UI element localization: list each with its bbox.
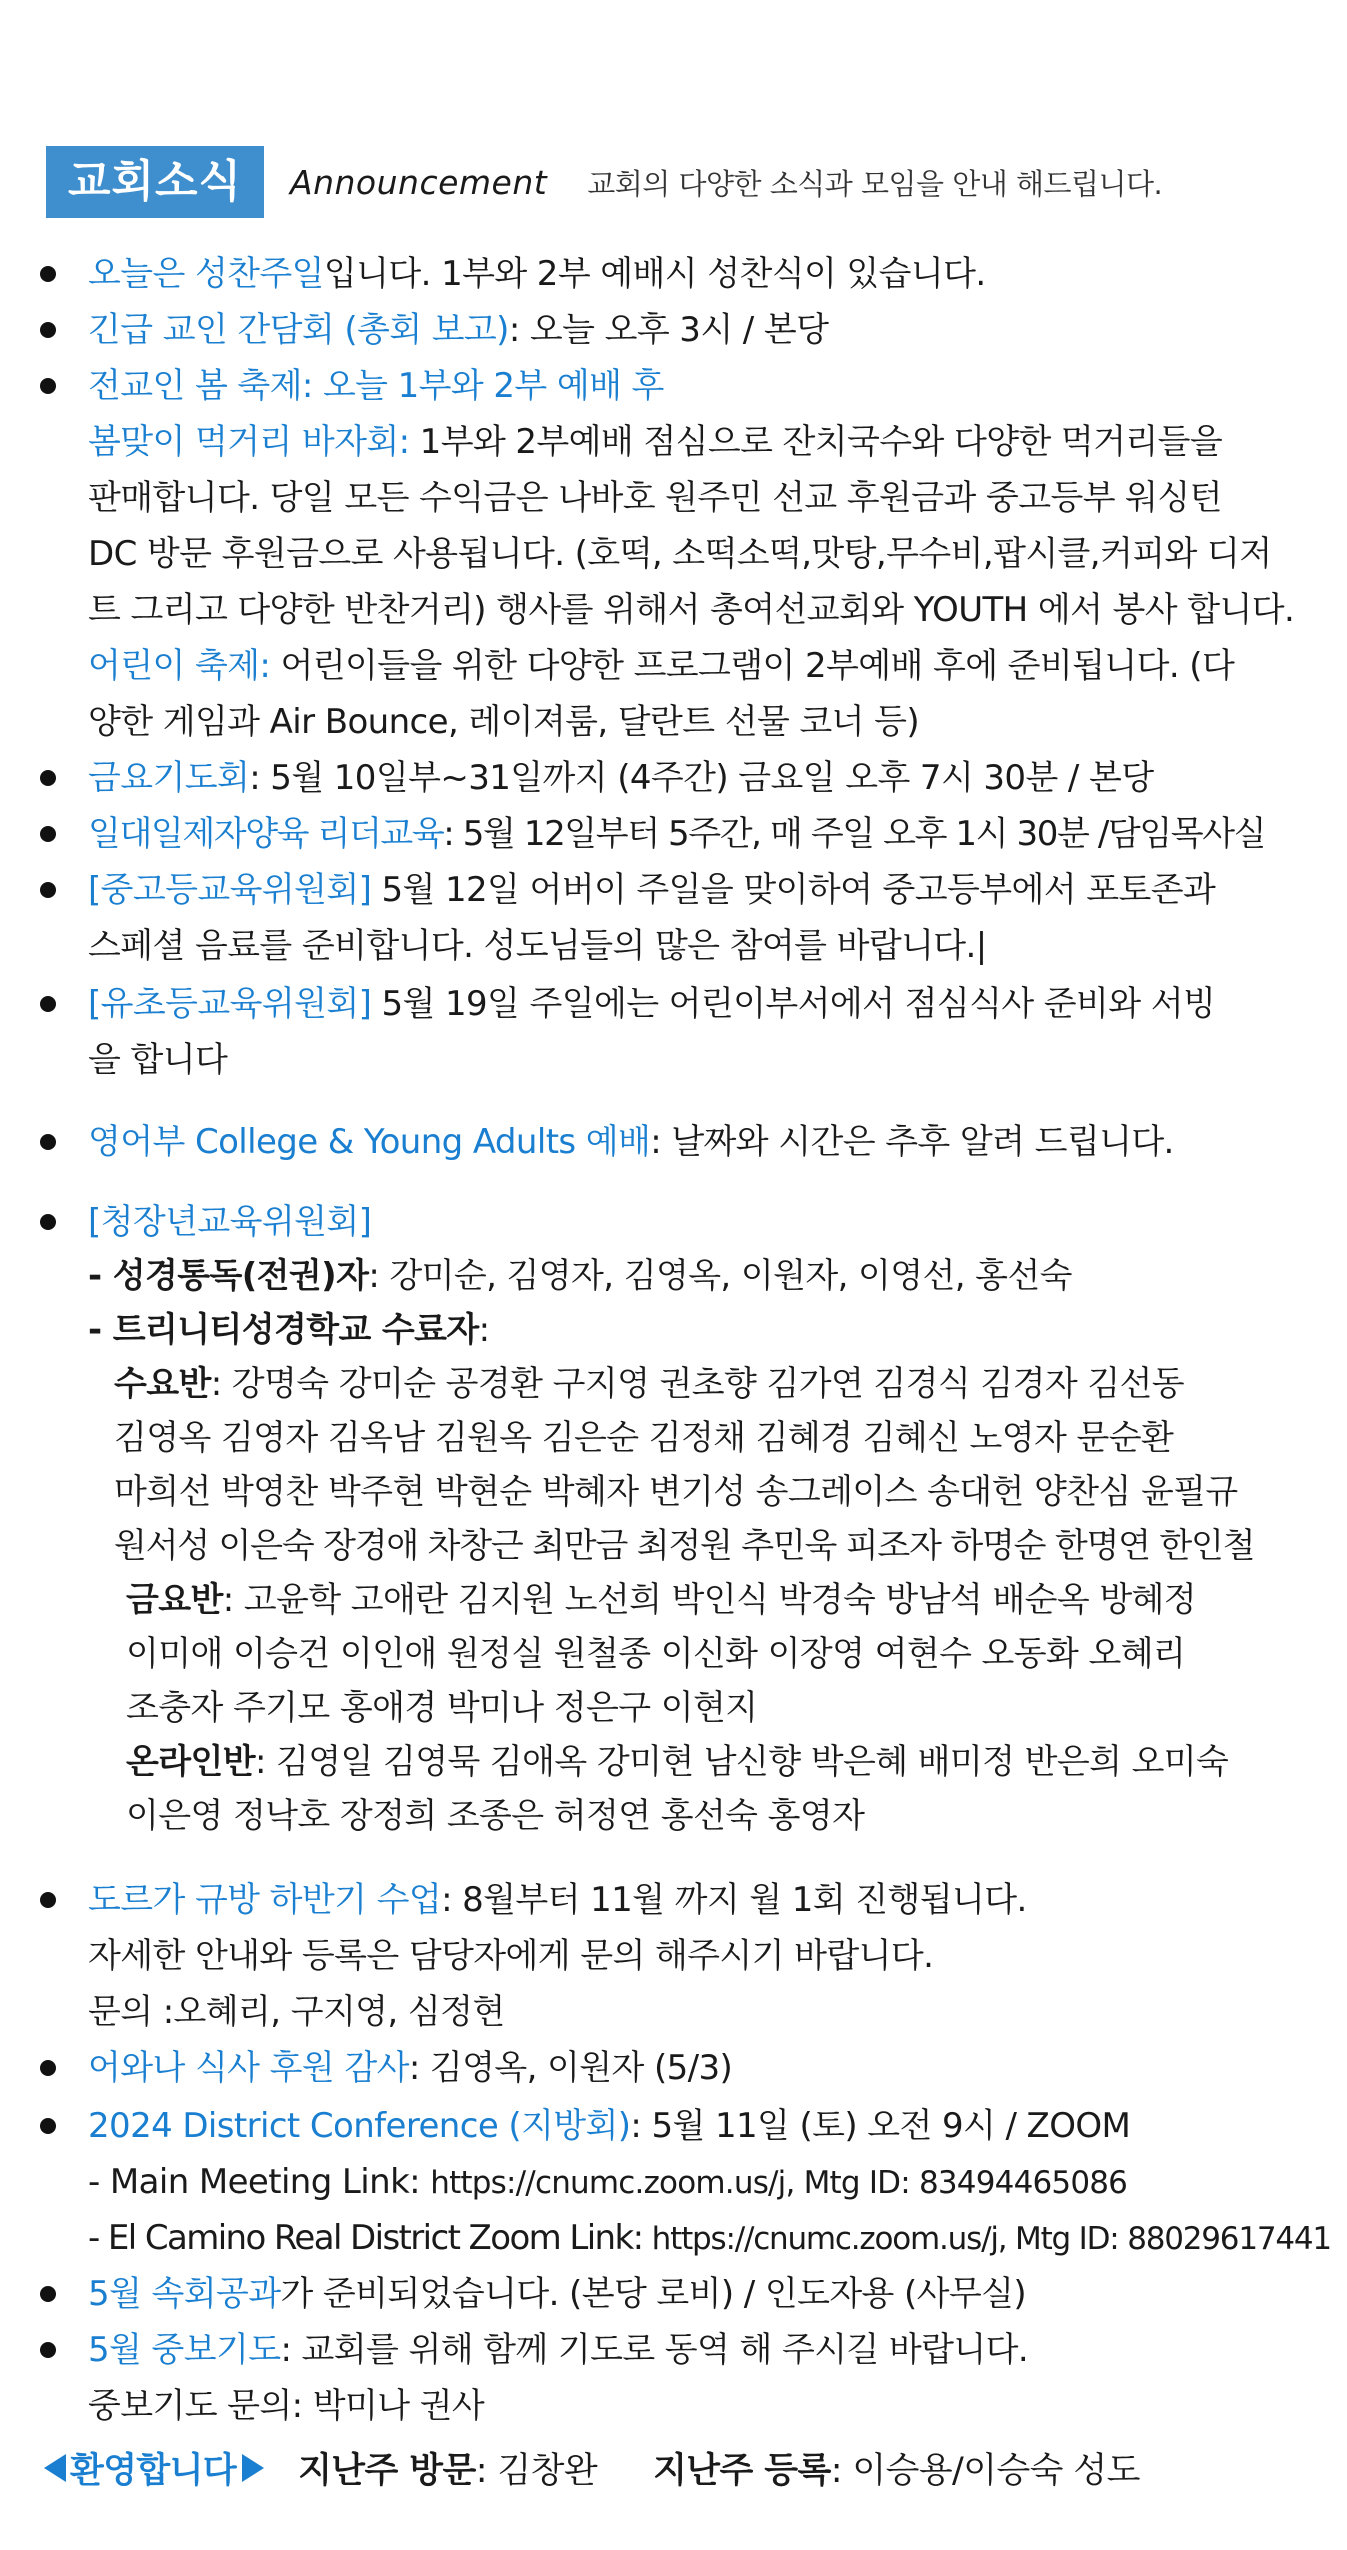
main-link-label: - Main Meeting Link:	[88, 2162, 431, 2202]
bullet-icon	[40, 1892, 56, 1908]
item-text: : 5월 11일 (토) 오전 9시 / ZOOM	[630, 2106, 1131, 2146]
item-text: 가 준비되었습니다. (본당 로비) / 인도자용 (사무실)	[280, 2274, 1027, 2314]
bullet-icon	[40, 770, 56, 786]
bullet-icon	[40, 322, 56, 338]
welcome-footer	[44, 2446, 1140, 2490]
wednesday-class-label: 수요반	[114, 1364, 211, 1404]
district-link-label: - El Camino Real District Zoom Link:	[88, 2218, 652, 2258]
item-text: : 김영옥, 이원자 (5/3)	[408, 2048, 733, 2088]
item-highlight: 어와나 식사 후원 감사	[88, 2048, 409, 2088]
bullet-icon	[40, 378, 56, 394]
bullet-icon	[40, 2118, 56, 2134]
item-text: : 오늘 오후 3시 / 본당	[508, 310, 829, 350]
item-highlight: 2024 District Conference (지방회)	[88, 2106, 631, 2146]
item-text: 마희선 박영찬 박주현 박현순 박혜자 변기성 송그레이스 송대헌 양찬심 윤필규	[114, 1472, 1238, 1512]
bullet-icon	[40, 1134, 56, 1150]
last-week-visit-value: : 김창완	[475, 2451, 598, 2491]
item-text: 원서성 이은숙 장경애 차창근 최만금 최정원 추민욱 피조자 하명순 한명연 한인철	[114, 1526, 1255, 1566]
item-highlight: 도르가 규방 하반기 수업	[88, 1880, 442, 1920]
section-english-title: Announcement	[290, 162, 548, 202]
bullet-icon	[40, 882, 56, 898]
section-subtitle: 교회의 다양한 소식과 모임을 안내 해드립니다.	[587, 166, 1163, 201]
item-text: 중보기도 문의: 박미나 권사	[88, 2386, 485, 2426]
last-week-register-value: : 이승용/이승숙 성도	[830, 2451, 1140, 2491]
welcome-label: 환영합니다	[70, 2451, 237, 2491]
item-text: 을 합니다	[88, 1040, 228, 1080]
bullet-icon	[40, 266, 56, 282]
item-text: : 고윤학 고애란 김지원 노선희 박인식 박경숙 방남석 배순옥 방혜정	[222, 1580, 1197, 1620]
item-highlight: 일대일제자양육 리더교육	[88, 814, 444, 854]
item-text: : 김영일 김영묵 김애옥 강미현 남신향 박은혜 배미정 반은희 오미숙	[254, 1742, 1229, 1782]
item-highlight: 금요기도회	[88, 758, 250, 798]
item-text: : 강미순, 김영자, 김영옥, 이원자, 이영선, 홍선숙	[368, 1256, 1072, 1296]
item-text: 트 그리고 다양한 반찬거리) 행사를 위해서 총여선교회와 YOUTH 에서 봉사 합니다.	[88, 590, 1295, 630]
item-highlight: 오늘은 성찬주일	[88, 254, 324, 294]
bullet-icon	[40, 996, 56, 1012]
item-text: 입니다. 1부와 2부 예배시 성찬식이 있습니다.	[323, 254, 986, 294]
item-text: 스페셜 음료를 준비합니다. 성도님들의 많은 참여를 바랍니다.|	[88, 926, 987, 966]
item-text: :	[478, 1310, 490, 1350]
online-class-label: 온라인반	[126, 1742, 255, 1782]
friday-class-label: 금요반	[126, 1580, 223, 1620]
triangle-right-icon	[242, 2454, 264, 2482]
last-week-register-label: 지난주 등록	[653, 2451, 831, 2491]
bazaar-highlight: 봄맞이 먹거리 바자회:	[88, 422, 410, 462]
item-text: 이미애 이승건 이인애 원정실 원철종 이신화 이장영 여현수 오동화 오혜리	[126, 1634, 1186, 1674]
item-text: 조충자 주기모 홍애경 박미나 정은구 이현지	[126, 1688, 758, 1728]
item-text: : 5월 12일부터 5주간, 매 주일 오후 1시 30분 /담임목사실	[443, 814, 1266, 854]
kids-highlight: 어린이 축제:	[88, 646, 271, 686]
item-highlight: 영어부 College & Young Adults 예배	[88, 1122, 651, 1162]
item-text: 어린이들을 위한 다양한 프로그램이 2부예배 후에 준비됩니다. (다	[270, 646, 1235, 686]
trinity-label: - 트리니티성경학교 수료자	[88, 1310, 479, 1350]
bullet-icon	[40, 2060, 56, 2076]
item-text: 1부와 2부예배 점심으로 잔치국수와 다양한 먹거리들을	[409, 422, 1223, 462]
item-text: 김영옥 김영자 김옥남 김원옥 김은순 김정채 김혜경 김혜신 노영자 문순환	[114, 1418, 1174, 1458]
last-week-visit-label: 지난주 방문	[298, 2451, 476, 2491]
main-meeting-link[interactable]: https://cnumc.zoom.us/j, Mtg ID: 83494465086	[430, 2165, 1128, 2201]
item-text: 양한 게임과 Air Bounce, 레이져룸, 달란트 선물 코너 등)	[88, 702, 920, 742]
bullet-icon	[40, 1214, 56, 1230]
item-highlight: 5월 중보기도	[88, 2330, 281, 2370]
item-highlight: 긴급 교인 간담회 (총회 보고)	[88, 310, 509, 350]
item-highlight: 5월 속회공과	[88, 2274, 281, 2314]
item-text: 판매합니다. 당일 모든 수익금은 나바호 원주민 선교 후원금과 중고등부 워싱턴	[88, 478, 1222, 518]
item-text: DC 방문 후원금으로 사용됩니다. (호떡, 소떡소떡,맛탕,무수비,팝시클,커피와 디저	[88, 534, 1272, 574]
bullet-icon	[40, 2286, 56, 2302]
item-text: 5월 12일 어버이 주일을 맞이하여 중고등부에서 포토존과	[371, 870, 1216, 910]
item-highlight: [청장년교육위원회]	[88, 1202, 372, 1242]
item-highlight: [중고등교육위원회]	[88, 870, 372, 910]
triangle-left-icon	[44, 2454, 66, 2482]
item-text: 자세한 안내와 등록은 담당자에게 문의 해주시기 바랍니다.	[88, 1936, 934, 1976]
bullet-icon	[40, 826, 56, 842]
section-header	[46, 146, 1162, 218]
item-text: 5월 19일 주일에는 어린이부서에서 점심식사 준비와 서빙	[371, 984, 1216, 1024]
item-text: : 교회를 위해 함께 기도로 동역 해 주시길 바랍니다.	[280, 2330, 1029, 2370]
item-text: : 강명숙 강미순 공경환 구지영 권초향 김가연 김경식 김경자 김선동	[210, 1364, 1185, 1404]
item-highlight: 전교인 봄 축제: 오늘 1부와 2부 예배 후	[88, 366, 664, 406]
district-zoom-link[interactable]: https://cnumc.zoom.us/j, Mtg ID: 88029617441	[651, 2221, 1331, 2257]
bible-reading-label: - 성경통독(전권)자	[88, 1256, 369, 1296]
item-text: : 날짜와 시간은 추후 알려 드립니다.	[650, 1122, 1174, 1162]
section-badge: 교회소식	[46, 146, 264, 218]
item-text: 문의 :오혜리, 구지영, 심정현	[88, 1992, 505, 2032]
item-text: 이은영 정낙호 장정희 조종은 허정연 홍선숙 홍영자	[126, 1796, 865, 1836]
bullet-icon	[40, 2342, 56, 2358]
item-text: : 8월부터 11월 까지 월 1회 진행됩니다.	[441, 1880, 1027, 1920]
item-highlight: [유초등교육위원회]	[88, 984, 372, 1024]
item-text: : 5월 10일부~31일까지 (4주간) 금요일 오후 7시 30분 / 본당	[249, 758, 1154, 798]
